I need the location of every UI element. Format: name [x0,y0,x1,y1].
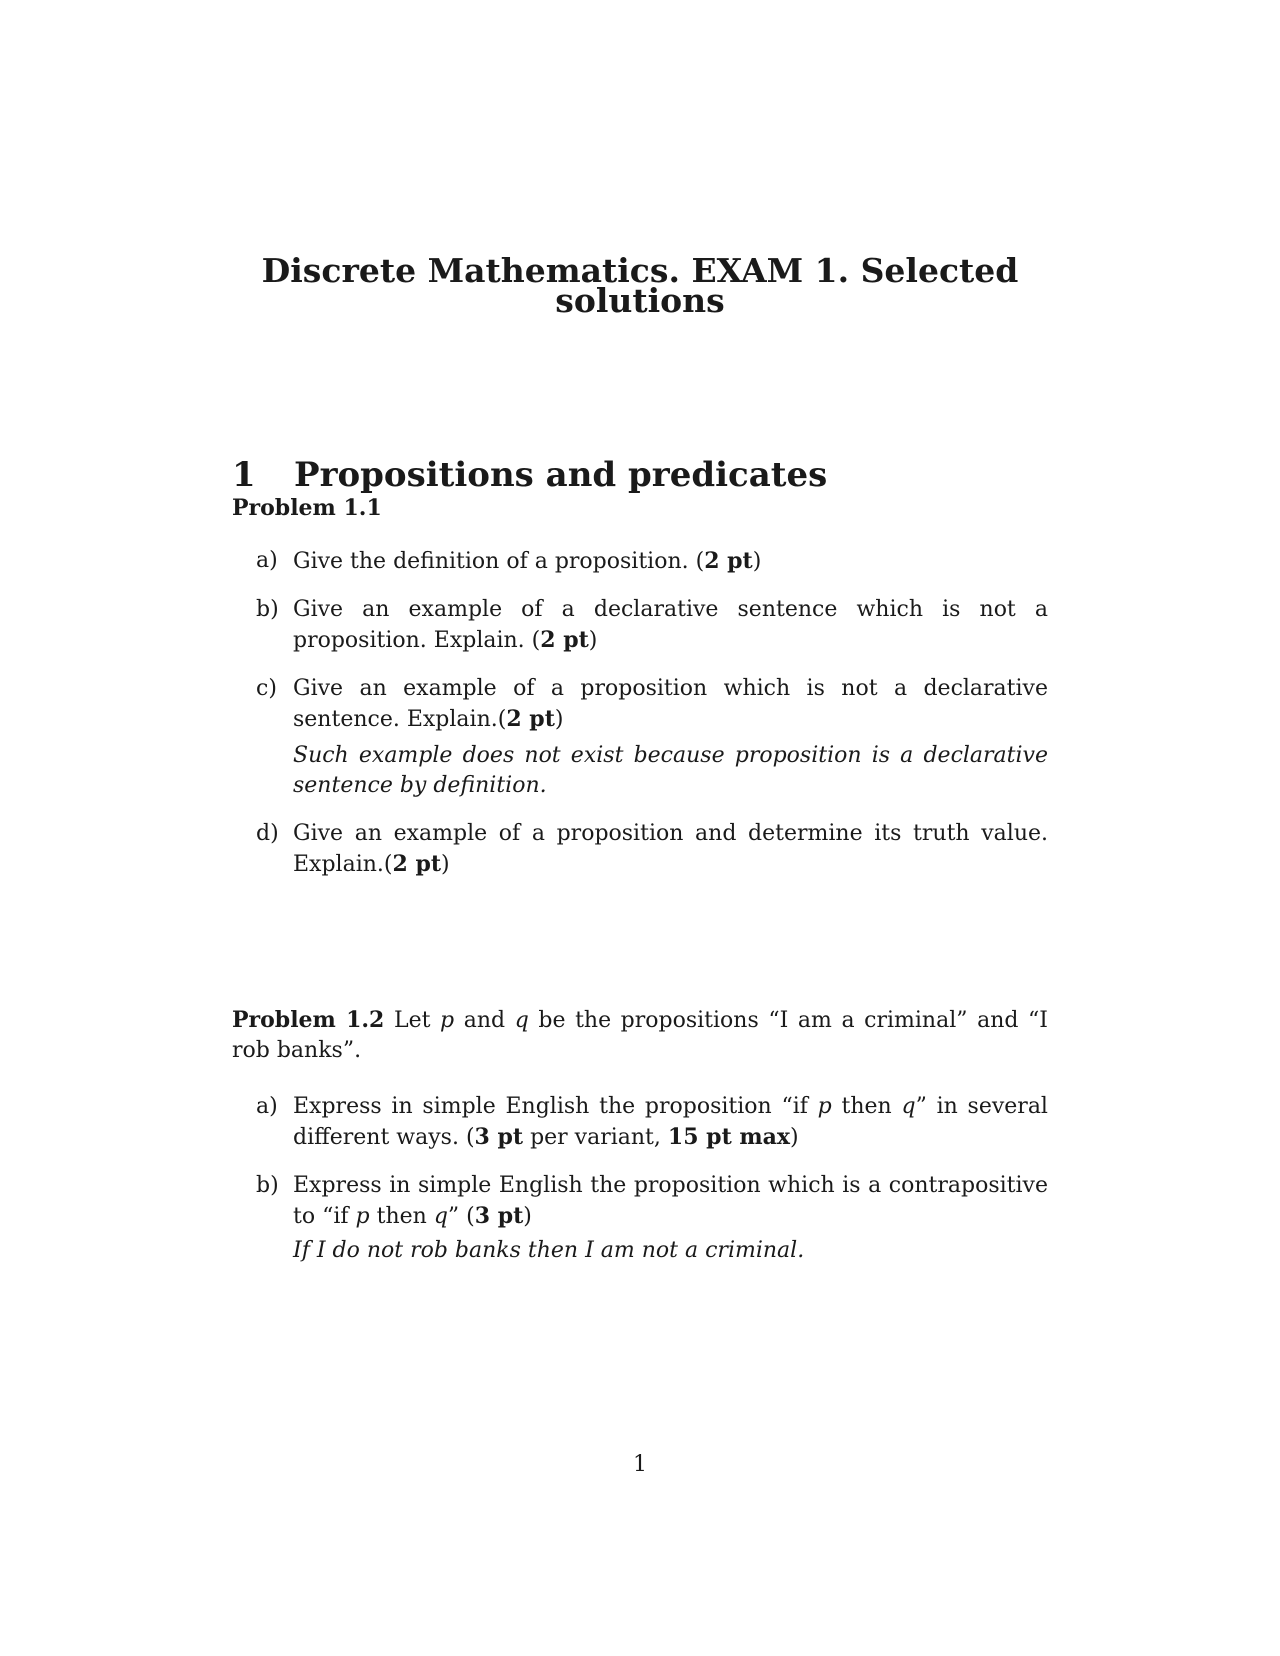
list-item [256,1092,1048,1153]
list-item [256,674,1048,801]
section-number: 1 [232,455,256,495]
list-item [256,595,1048,656]
item-text: Express in simple English the proposition which is a contrapositive to “if p then q” (3 pt) [293,1173,1048,1229]
item-points: 3 pt [474,1203,524,1229]
list-item [256,1171,1048,1266]
page-number: 1 [633,1452,647,1477]
item-text: Express in simple English the proposition “if p then q” in several different ways. (3 pt per variant, 15 pt max) [293,1094,1048,1150]
item-label: b) [256,597,279,622]
section-heading [232,455,827,495]
item-points: 3 pt [474,1124,524,1150]
item-label: b) [256,1173,279,1198]
title-line-2: solutions [555,281,725,320]
problem-1-2-intro: Problem 1.2 Let p and q be the propositions “I am a criminal” and “I rob banks”. [232,1007,1048,1063]
document-title [232,251,1048,320]
item-points: 2 pt [392,851,442,877]
problem-1-1-list [256,546,1048,880]
section-title: Propositions and predicates [294,455,828,495]
list-item [256,546,1048,577]
item-text: Give an example of a declarative sentence which is not a proposition. Explain. (2 pt) [293,597,1048,653]
problem-1-1-heading: Problem 1.1 [232,495,382,521]
item-label: a) [256,1094,278,1119]
item-label: d) [256,821,279,846]
item-answer: If I do not rob banks then I am not a criminal. [293,1238,805,1263]
problem-1-2-list [256,1092,1048,1266]
item-points-max: 15 pt max [667,1124,791,1150]
item-label: c) [256,676,277,701]
item-answer: Such example does not exist because proposition is a declarative sentence by definition. [293,743,1048,798]
item-text: Give the definition of a proposition. (2 pt) [293,548,762,574]
item-points: 2 pt [506,706,555,732]
item-points: 2 pt [540,627,589,653]
item-points: 2 pt [704,548,753,574]
problem-1-2-heading: Problem 1.2 [232,1007,385,1033]
item-label: a) [256,548,278,573]
item-text: Give an example of a proposition which is not a declarative sentence. Explain.(2 pt) [293,676,1048,732]
title-line-1: Discrete Mathematics. EXAM 1. Selected [261,251,1019,290]
list-item [256,819,1048,880]
item-text: Give an example of a proposition and determine its truth value. Explain.(2 pt) [293,821,1048,877]
